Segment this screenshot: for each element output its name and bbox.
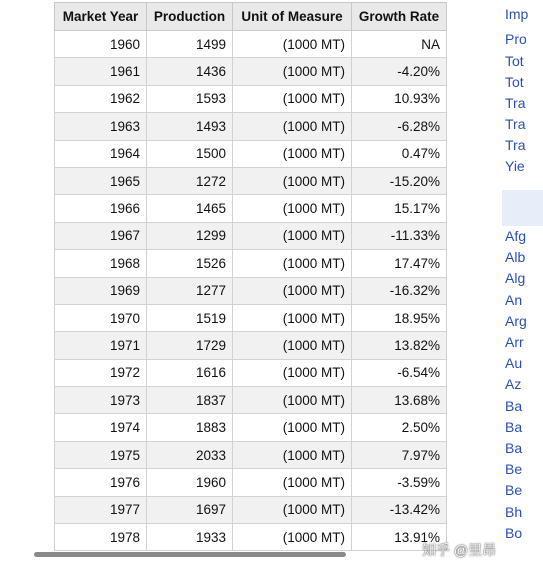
table-row — [55, 195, 447, 222]
sidebar-link[interactable]: Tra — [505, 116, 526, 132]
production-table — [54, 2, 447, 551]
cell-market-year: 1962 — [55, 85, 147, 112]
cell-growth-rate: 13.68% — [352, 387, 447, 414]
country-link[interactable]: Au — [505, 355, 523, 372]
table-row — [55, 58, 447, 85]
cell-unit-of-measure: (1000 MT) — [233, 304, 352, 331]
cell-production: 1277 — [147, 277, 233, 304]
column-header-production[interactable]: Production — [147, 3, 233, 31]
cell-growth-rate: 17.47% — [352, 250, 447, 277]
cell-growth-rate: 0.47% — [352, 140, 447, 167]
data-table-container — [54, 2, 446, 551]
cell-unit-of-measure: (1000 MT) — [233, 524, 352, 551]
country-link[interactable]: Bh — [505, 503, 523, 520]
horizontal-scrollbar[interactable] — [34, 552, 346, 557]
cell-market-year: 1968 — [55, 250, 147, 277]
cell-production: 1883 — [147, 414, 233, 441]
cell-production: 1272 — [147, 167, 233, 194]
table-row — [55, 85, 447, 112]
cell-unit-of-measure: (1000 MT) — [233, 250, 352, 277]
cell-market-year: 1974 — [55, 414, 147, 441]
cell-production: 1500 — [147, 140, 233, 167]
table-row — [55, 332, 447, 359]
cell-unit-of-measure: (1000 MT) — [233, 414, 352, 441]
country-link[interactable]: Arr — [505, 334, 524, 350]
country-link[interactable]: Arg — [505, 312, 527, 329]
cell-growth-rate: -16.32% — [352, 277, 447, 304]
cell-market-year: 1977 — [55, 496, 147, 523]
cell-market-year: 1969 — [55, 277, 147, 304]
cell-growth-rate: 13.82% — [352, 332, 447, 359]
cell-growth-rate: -6.54% — [352, 359, 447, 386]
cell-unit-of-measure: (1000 MT) — [233, 195, 352, 222]
country-link[interactable]: Be — [505, 461, 523, 478]
cell-unit-of-measure: (1000 MT) — [233, 85, 352, 112]
country-link[interactable]: Ba — [505, 418, 523, 435]
cell-market-year: 1971 — [55, 332, 147, 359]
cell-production: 1299 — [147, 222, 233, 249]
cell-market-year: 1978 — [55, 524, 147, 551]
cell-growth-rate: 15.17% — [352, 195, 447, 222]
cell-growth-rate: -15.20% — [352, 167, 447, 194]
cell-growth-rate: 18.95% — [352, 304, 447, 331]
table-row — [55, 441, 447, 468]
cell-growth-rate: 2.50% — [352, 414, 447, 441]
cell-market-year: 1972 — [55, 359, 147, 386]
table-row — [55, 222, 447, 249]
country-link[interactable]: Alb — [505, 249, 526, 266]
table-header-row — [55, 3, 447, 31]
cell-market-year: 1964 — [55, 140, 147, 167]
sidebar-link[interactable]: Tot — [505, 74, 524, 90]
cell-market-year: 1976 — [55, 469, 147, 496]
column-header-growth-rate[interactable]: Growth Rate — [352, 3, 447, 31]
country-link[interactable]: Ba — [505, 397, 523, 414]
cell-production: 1729 — [147, 332, 233, 359]
cell-unit-of-measure: (1000 MT) — [233, 277, 352, 304]
table-row — [55, 387, 447, 414]
cell-market-year: 1970 — [55, 304, 147, 331]
cell-unit-of-measure: (1000 MT) — [233, 167, 352, 194]
cell-production: 1697 — [147, 496, 233, 523]
country-link[interactable]: Alg — [505, 270, 526, 287]
country-link[interactable]: Az — [505, 376, 522, 393]
cell-production: 1465 — [147, 195, 233, 222]
cell-production: 1933 — [147, 524, 233, 551]
table-row — [55, 469, 447, 496]
country-link[interactable]: Be — [505, 482, 523, 499]
column-header-market-year[interactable]: Market Year — [55, 3, 147, 31]
sidebar-link[interactable]: Tra — [505, 137, 526, 153]
country-link[interactable]: Bo — [505, 524, 523, 541]
country-link[interactable]: Ba — [505, 440, 523, 456]
cell-production: 1493 — [147, 113, 233, 140]
table-row — [55, 304, 447, 331]
cell-production: 1960 — [147, 469, 233, 496]
cell-unit-of-measure: (1000 MT) — [233, 332, 352, 359]
sidebar-link[interactable]: Tra — [505, 95, 526, 111]
cell-production: 1837 — [147, 387, 233, 414]
cell-production: 2033 — [147, 441, 233, 468]
sidebar-link[interactable]: Imp — [505, 6, 529, 22]
cell-unit-of-measure: (1000 MT) — [233, 469, 352, 496]
cell-unit-of-measure: (1000 MT) — [233, 31, 352, 58]
cell-unit-of-measure: (1000 MT) — [233, 140, 352, 167]
cell-production: 1519 — [147, 304, 233, 331]
column-header-unit-of-measure[interactable]: Unit of Measure — [233, 3, 352, 31]
cell-market-year: 1961 — [55, 58, 147, 85]
cell-growth-rate: -13.42% — [352, 496, 447, 523]
cell-production: 1616 — [147, 359, 233, 386]
cell-unit-of-measure: (1000 MT) — [233, 222, 352, 249]
table-row — [55, 167, 447, 194]
table-row — [55, 250, 447, 277]
cell-production: 1499 — [147, 31, 233, 58]
sidebar-section-header — [502, 190, 543, 226]
sidebar-link[interactable]: Yie — [505, 158, 525, 174]
cell-market-year: 1963 — [55, 113, 147, 140]
table-row — [55, 524, 447, 551]
cell-market-year: 1960 — [55, 31, 147, 58]
table-row — [55, 277, 447, 304]
cell-growth-rate: -11.33% — [352, 222, 447, 249]
sidebar-link[interactable]: Pro — [505, 31, 527, 47]
cell-unit-of-measure: (1000 MT) — [233, 441, 352, 468]
table-row — [55, 359, 447, 386]
cell-production: 1593 — [147, 85, 233, 112]
cell-unit-of-measure: (1000 MT) — [233, 113, 352, 140]
table-row — [55, 140, 447, 167]
cell-unit-of-measure: (1000 MT) — [233, 58, 352, 85]
cell-growth-rate: -4.20% — [352, 58, 447, 85]
table-row — [55, 113, 447, 140]
table-row — [55, 496, 447, 523]
country-link[interactable]: Afg — [505, 228, 527, 244]
cell-market-year: 1975 — [55, 441, 147, 468]
cell-unit-of-measure: (1000 MT) — [233, 359, 352, 386]
cell-growth-rate: NA — [352, 31, 447, 58]
cell-growth-rate: -3.59% — [352, 469, 447, 496]
cell-growth-rate: -6.28% — [352, 113, 447, 140]
watermark: 知乎 @里昂 — [422, 542, 497, 558]
cell-market-year: 1966 — [55, 195, 147, 222]
cell-unit-of-measure: (1000 MT) — [233, 387, 352, 414]
table-row — [55, 31, 447, 58]
cell-production: 1526 — [147, 250, 233, 277]
cell-growth-rate: 13.91% — [352, 524, 447, 551]
table-row — [55, 414, 447, 441]
cell-growth-rate: 10.93% — [352, 85, 447, 112]
cell-unit-of-measure: (1000 MT) — [233, 496, 352, 523]
cell-market-year: 1967 — [55, 222, 147, 249]
country-link[interactable]: An — [505, 291, 523, 308]
cell-market-year: 1965 — [55, 167, 147, 194]
sidebar-link[interactable]: Tot — [505, 53, 524, 69]
cell-production: 1436 — [147, 58, 233, 85]
country-sidebar — [502, 0, 543, 574]
cell-market-year: 1973 — [55, 387, 147, 414]
cell-growth-rate: 7.97% — [352, 441, 447, 468]
